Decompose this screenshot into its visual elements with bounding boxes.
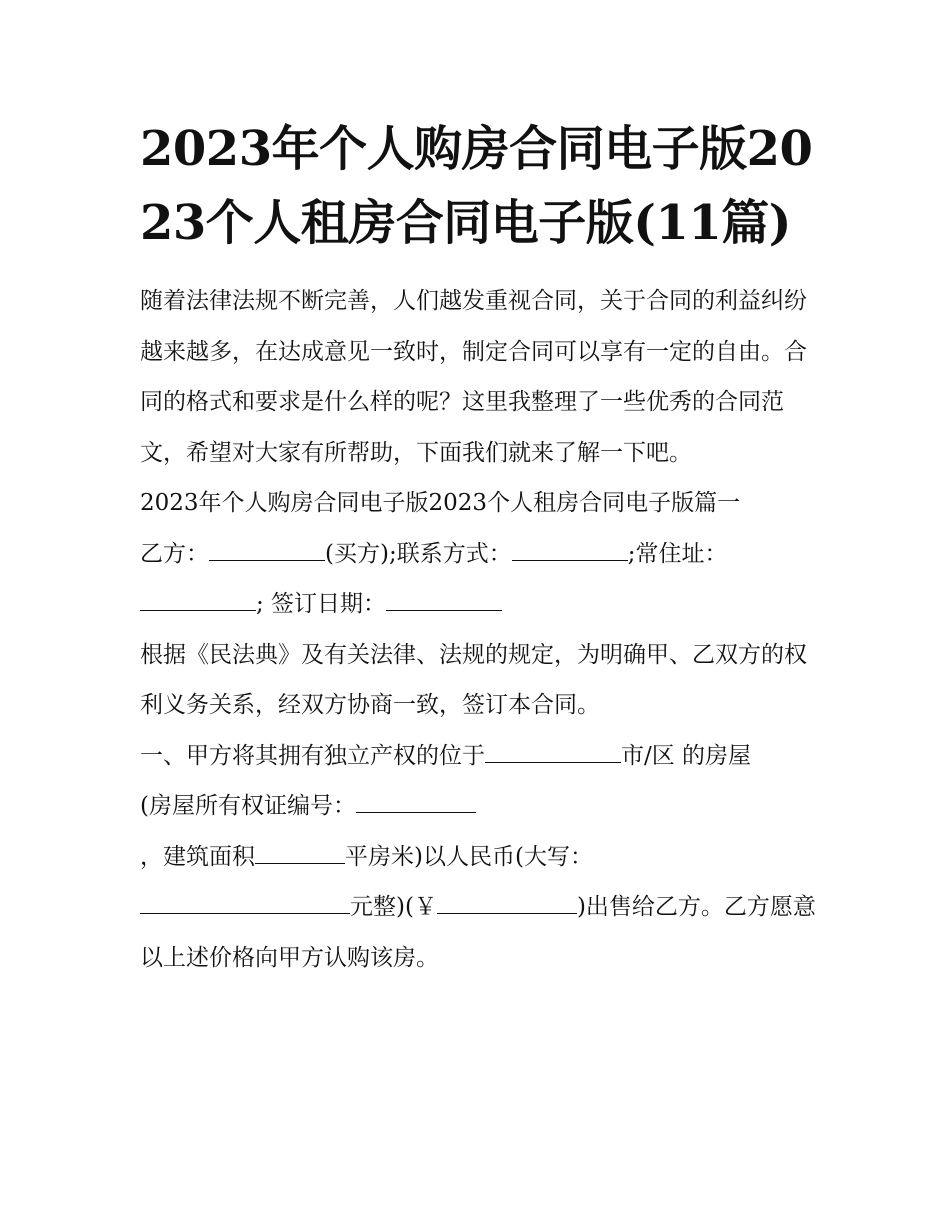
party-b-date-label: ; 签订日期：	[256, 591, 387, 617]
intro-paragraph: 随着法律法规不断完善，人们越发重视合同，关于合同的利益纠纷越来越多，在达成意见一致时，制定合同可以享有一定的自由。合同的格式和要求是什么样的呢？这里我整理了一些优秀的合同范文，希望对大家有所帮助，下面我们就来了解一下吧。	[140, 288, 807, 466]
clause-1-paragraph	[140, 731, 820, 984]
clause-1-part-e: 平房米)以人民币(大写：	[345, 843, 593, 870]
clause-1-area-blank	[255, 841, 345, 864]
clause-1-part-d: ，建筑面积	[140, 843, 255, 870]
clause-1-part-g: )出售给乙方。乙方愿意以上述价格向甲方认购该房。	[140, 894, 816, 971]
party-b-address-label: ;常住址：	[627, 540, 728, 567]
clause-1-part-a: 一、甲方将其拥有独立产权的位于	[140, 742, 485, 769]
document-title: 2023年个人购房合同电子版2023个人租房合同电子版(11篇)	[140, 121, 813, 251]
party-b-contact-blank	[512, 538, 628, 561]
party-b-role: (买方);联系方式：	[325, 540, 512, 567]
preamble-paragraph: 根据《民法典》及有关法律、法规的规定，为明确甲、乙双方的权利义务关系，经双方协商一致，签订本合同。	[140, 641, 807, 718]
clause-1-part-c: (房屋所有权证编号：	[140, 793, 356, 819]
clause-1-location-blank	[485, 740, 621, 763]
clause-1-price-figure-blank	[437, 891, 577, 914]
clause-1-certificate-blank	[356, 790, 476, 813]
clause-1-part-b: 市/区 的房屋	[621, 742, 752, 769]
clause-1-part-f: 元整)(￥	[350, 894, 437, 920]
section-heading: 2023年个人购房合同电子版2023个人租房合同电子版篇一	[140, 490, 741, 516]
party-b-address-blank	[140, 588, 256, 611]
party-b-date-blank	[386, 588, 502, 611]
clause-1-price-words-blank	[140, 891, 350, 914]
party-b-line	[140, 529, 820, 630]
party-b-name-blank	[209, 538, 325, 561]
party-b-label: 乙方：	[140, 540, 209, 567]
document-page	[140, 112, 820, 983]
